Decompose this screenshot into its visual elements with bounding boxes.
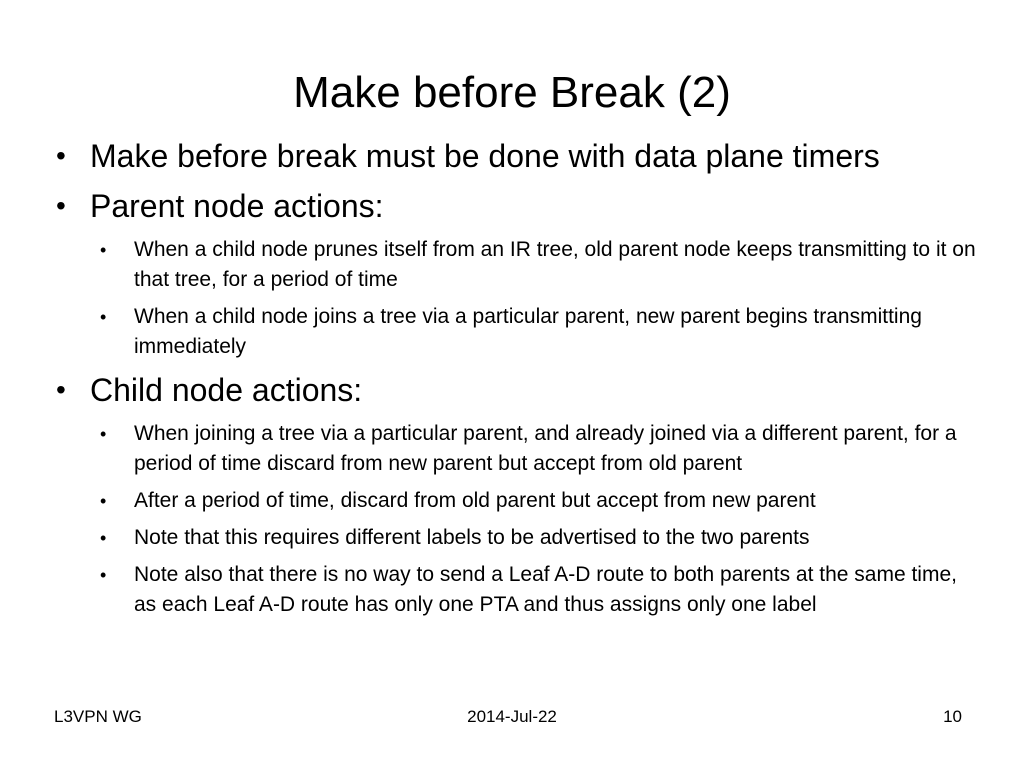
- bullet-item: [52, 134, 982, 178]
- sub-bullet-marker: •: [100, 528, 107, 548]
- sub-bullet-text: When joining a tree via a particular parent, and already joined via a different parent, for a period of time discard from new parent but accept from old parent: [134, 422, 957, 475]
- sub-bullet-marker: •: [100, 491, 107, 511]
- sub-bullet-text: Note also that there is no way to send a Leaf A-D route to both parents at the same time, as each Leaf A-D route has only one PTA and thus assigns only one label: [134, 563, 957, 616]
- footer-page-number: 10: [943, 707, 962, 726]
- footer-date: 2014-Jul-22: [467, 707, 557, 726]
- sub-bullet-item: [100, 235, 982, 295]
- sub-bullet-text: After a period of time, discard from old parent but accept from new parent: [134, 489, 816, 512]
- bullet-marker: •: [56, 140, 66, 171]
- sub-bullet-marker: •: [100, 424, 107, 444]
- bullet-text: Make before break must be done with data plane timers: [90, 138, 880, 174]
- sub-bullet-marker: •: [100, 240, 107, 260]
- bullet-text: Child node actions:: [90, 372, 363, 408]
- sub-bullet-marker: •: [100, 307, 107, 327]
- sub-bullet-text: When a child node joins a tree via a particular parent, new parent begins transmitting immediately: [134, 305, 922, 358]
- sub-bullet-item: [100, 419, 982, 479]
- bullet-item: [52, 184, 982, 228]
- slide-title: Make before Break (2): [293, 68, 731, 117]
- bullet-text: Parent node actions:: [90, 188, 384, 224]
- sub-bullet-marker: •: [100, 565, 107, 585]
- sub-bullet-text: Note that this requires different labels to be advertised to the two parents: [134, 526, 810, 549]
- sub-bullet-item: [100, 302, 982, 362]
- footer-left: L3VPN WG: [54, 707, 142, 726]
- sub-bullet-item: [100, 560, 982, 620]
- bullet-marker: •: [56, 190, 66, 221]
- sub-bullet-text: When a child node prunes itself from an IR tree, old parent node keeps transmitting to it on that tree, for a period of time: [134, 238, 976, 291]
- bullet-marker: •: [56, 374, 66, 405]
- sub-bullet-item: [100, 486, 982, 516]
- sub-bullet-item: [100, 523, 982, 553]
- slide-body: [52, 128, 982, 620]
- bullet-item: [52, 368, 982, 412]
